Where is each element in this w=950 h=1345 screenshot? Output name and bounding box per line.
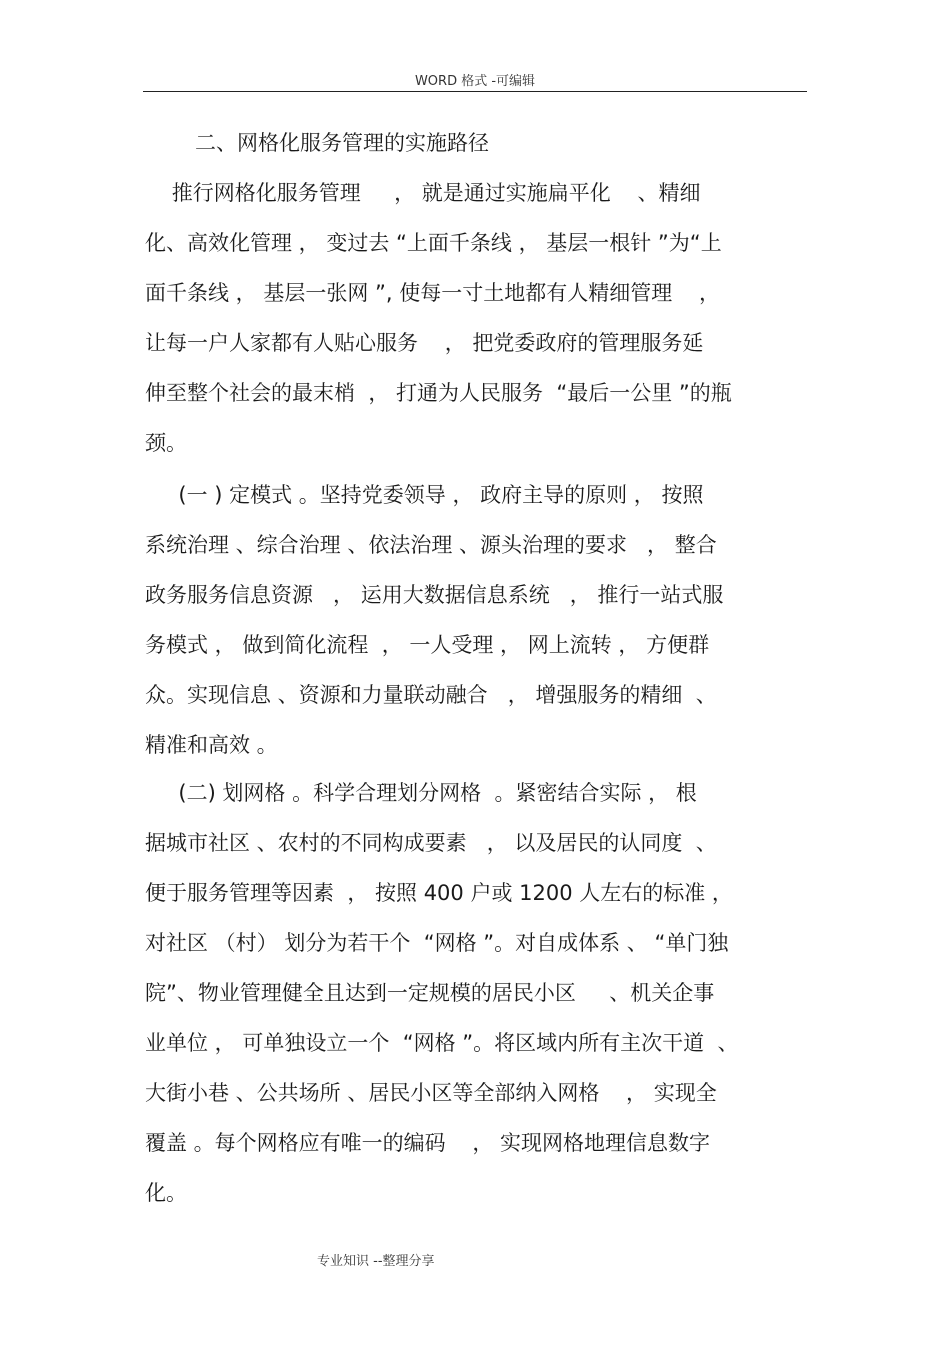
- text-line: 精准和高效 。: [145, 733, 278, 757]
- paragraph-intro: [145, 168, 815, 468]
- text-line: 推行网格化服务管理 ， 就是通过实施扁平化 、精细: [145, 181, 701, 205]
- text-line: 化、高效化管理 ， 变过去 “上面千条线 ， 基层一根针 ”为“上: [145, 231, 722, 255]
- text-line: 据城市社区 、农村的不同构成要素 ， 以及居民的认同度 、: [145, 831, 717, 855]
- page-footer: 专业知识 --整理分享: [317, 1254, 435, 1269]
- text-line: 覆盖 。每个网格应有唯一的编码 ， 实现网格地理信息数字: [145, 1131, 711, 1155]
- text-line: 便于服务管理等因素 ， 按照 400 户或 1200 人左右的标准 ，: [145, 881, 733, 905]
- paragraph-grid: [145, 768, 815, 1218]
- text-line: 化。: [145, 1181, 187, 1205]
- text-line: (二) 划网格 。科学合理划分网格 。紧密结合实际 ， 根: [145, 781, 697, 805]
- text-line: 业单位 ， 可单独设立一个 “网格 ”。将区域内所有主次干道 、: [145, 1031, 739, 1055]
- text-line: 务模式 ， 做到简化流程 ， 一人受理 ， 网上流转 ， 方便群: [145, 633, 710, 657]
- paragraph-mode: [145, 470, 815, 770]
- page-header: WORD 格式 -可编辑: [414, 74, 536, 89]
- text-line: 众。实现信息 、资源和力量联动融合 ， 增强服务的精细 、: [145, 683, 717, 707]
- text-line: 伸至整个社会的最末梢 ， 打通为人民服务 “最后一公里 ”的瓶: [145, 381, 732, 405]
- text-line: 对社区 （村） 划分为若干个 “网格 ”。对自成体系 、 “单门独: [145, 931, 729, 955]
- text-line: 让每一户人家都有人贴心服务 ， 把党委政府的管理服务延: [145, 331, 704, 355]
- text-line: 面千条线 ， 基层一张网 ”, 使每一寸土地都有人精细管理 ，: [145, 281, 720, 305]
- text-line: 院”、物业管理健全且达到一定规模的居民小区 、机关企事: [145, 981, 715, 1005]
- text-line: 大街小巷 、公共场所 、居民小区等全部纳入网格 ， 实现全: [145, 1081, 717, 1105]
- header-divider: [143, 91, 807, 92]
- text-line: (一 ) 定模式 。坚持党委领导 ， 政府主导的原则 ， 按照: [145, 483, 704, 507]
- text-line: 颈。: [145, 431, 187, 455]
- text-line: 政务服务信息资源 ， 运用大数据信息系统 ， 推行一站式服: [145, 583, 724, 607]
- section-heading: 二、网格化服务管理的实施路径: [195, 131, 489, 155]
- text-line: 系统治理 、综合治理 、依法治理 、源头治理的要求 ， 整合: [145, 533, 717, 557]
